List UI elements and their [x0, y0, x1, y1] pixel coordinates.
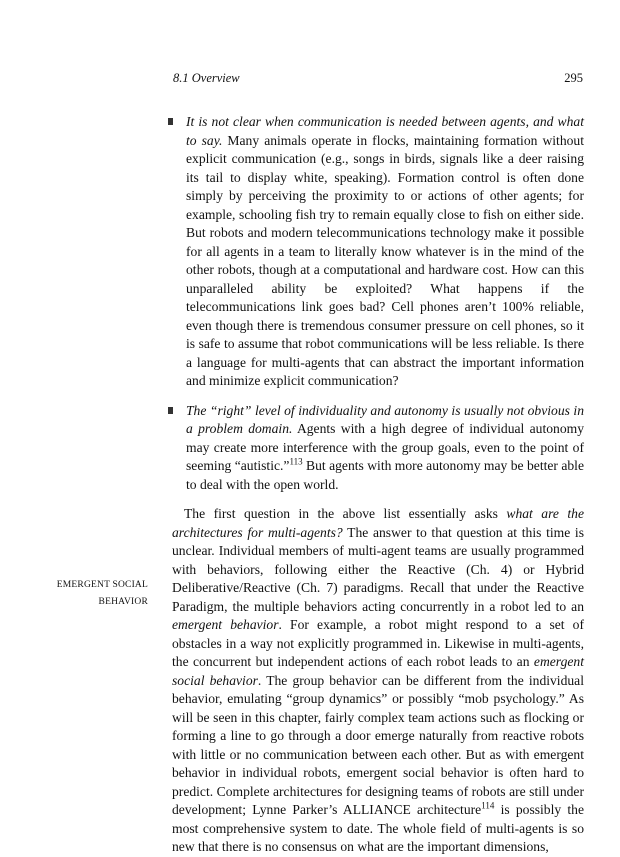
bullet-body: Agents with a high degree of individual autonomy may create more interference with the group goals, even to the point of seeming “autistic.” — [186, 421, 584, 473]
para-italic: emergent social behavior — [172, 654, 584, 688]
margin-note-line: BEHAVIOR — [98, 597, 148, 607]
footnote-ref: 114 — [481, 800, 495, 811]
para-text: . For example, a robot might respond to a set of obstacles in a way not explicitly programmed in. Likewise in multi-agents, the concurrent but independent actions of each robot leads to an — [172, 617, 585, 669]
para-text: . The group behavior can be different from the individual behavior, emulating “group dynamics” or possibly “mob psychology.” As will be seen in this chapter, fairly complex team actions such as flocking or forming a line to go through a door emerge naturally from reactive robots with little or no communication between each other. But as with emergent behavior in individual robots, emergent social behavior is often hard to predict. Complete architectures for designing teams of robots are still under development; Lynne Parker’s ALLIANCE architecture — [172, 672, 584, 817]
margin-note-line: EMERGENT SOCIAL — [56, 580, 148, 590]
para-text: The answer to that question at this time is unclear. Individual members of multi-agent teams are usually programmed with behaviors, following either the Reactive (Ch. 4) or Hybrid Deliberative/Reactive (Ch. 7) paradigms. Recall that under the Reactive Paradigm, the multiple behaviors acting concurrently in a robot led to an — [172, 524, 584, 614]
bullet-item — [172, 402, 584, 495]
page-number: 295 — [564, 71, 583, 85]
bullet-body-cont: But agents with more autonomy may be better able to deal with the open world. — [186, 458, 584, 492]
bullet-item — [172, 113, 584, 391]
para-text: The first question in the above list essentially asks — [184, 506, 507, 521]
bullet-body: Many animals operate in flocks, maintaining formation without explicit communication (e.g., songs in birds, signals like a deer raising its tail to display white, speaking). Formation control is often done simply by perceiving the proximity to or actions of other agents; for example, schooling fish try to remain equally close to fish on either side. But robots and modern telecommunications technology make it possible for all agents in a team to literally know whatever is in the mind of the other robots, though at a computational and hardware cost. How can this unparalleled ability be exploited? What happens if the telecommunications link goes bad? Cell phones aren’t 100% reliable, even though there is tremendous consumer pressure on cell phones, so it is safe to assume that robot communications will be less reliable. Is there a language for multi-agents that can abstract the important information and minimize explicit communication? — [186, 132, 584, 388]
para-italic: emergent behavior — [172, 617, 279, 632]
bullet-text — [186, 113, 584, 391]
margin-note — [32, 577, 148, 611]
running-header — [173, 71, 583, 87]
bullet-lead: It is not clear when communication is needed between agents, and what to say. — [186, 114, 584, 148]
footnote-ref: 113 — [289, 456, 303, 467]
para-italic: what are the architectures for multi-agents? — [172, 506, 584, 540]
section-title: 8.1 Overview — [173, 71, 240, 85]
para-text: is possibly the most comprehensive system to date. The whole field of multi-agents is so new that there is no consensus on what are the important dimensions, — [172, 802, 584, 854]
page-body — [172, 113, 584, 857]
bullet-square-icon — [168, 407, 173, 414]
bullet-text — [186, 402, 584, 495]
bullet-lead: The “right” level of individuality and autonomy is usually not obvious in a problem domain. — [186, 402, 584, 436]
bullet-square-icon — [168, 118, 173, 125]
body-paragraph — [172, 505, 584, 857]
